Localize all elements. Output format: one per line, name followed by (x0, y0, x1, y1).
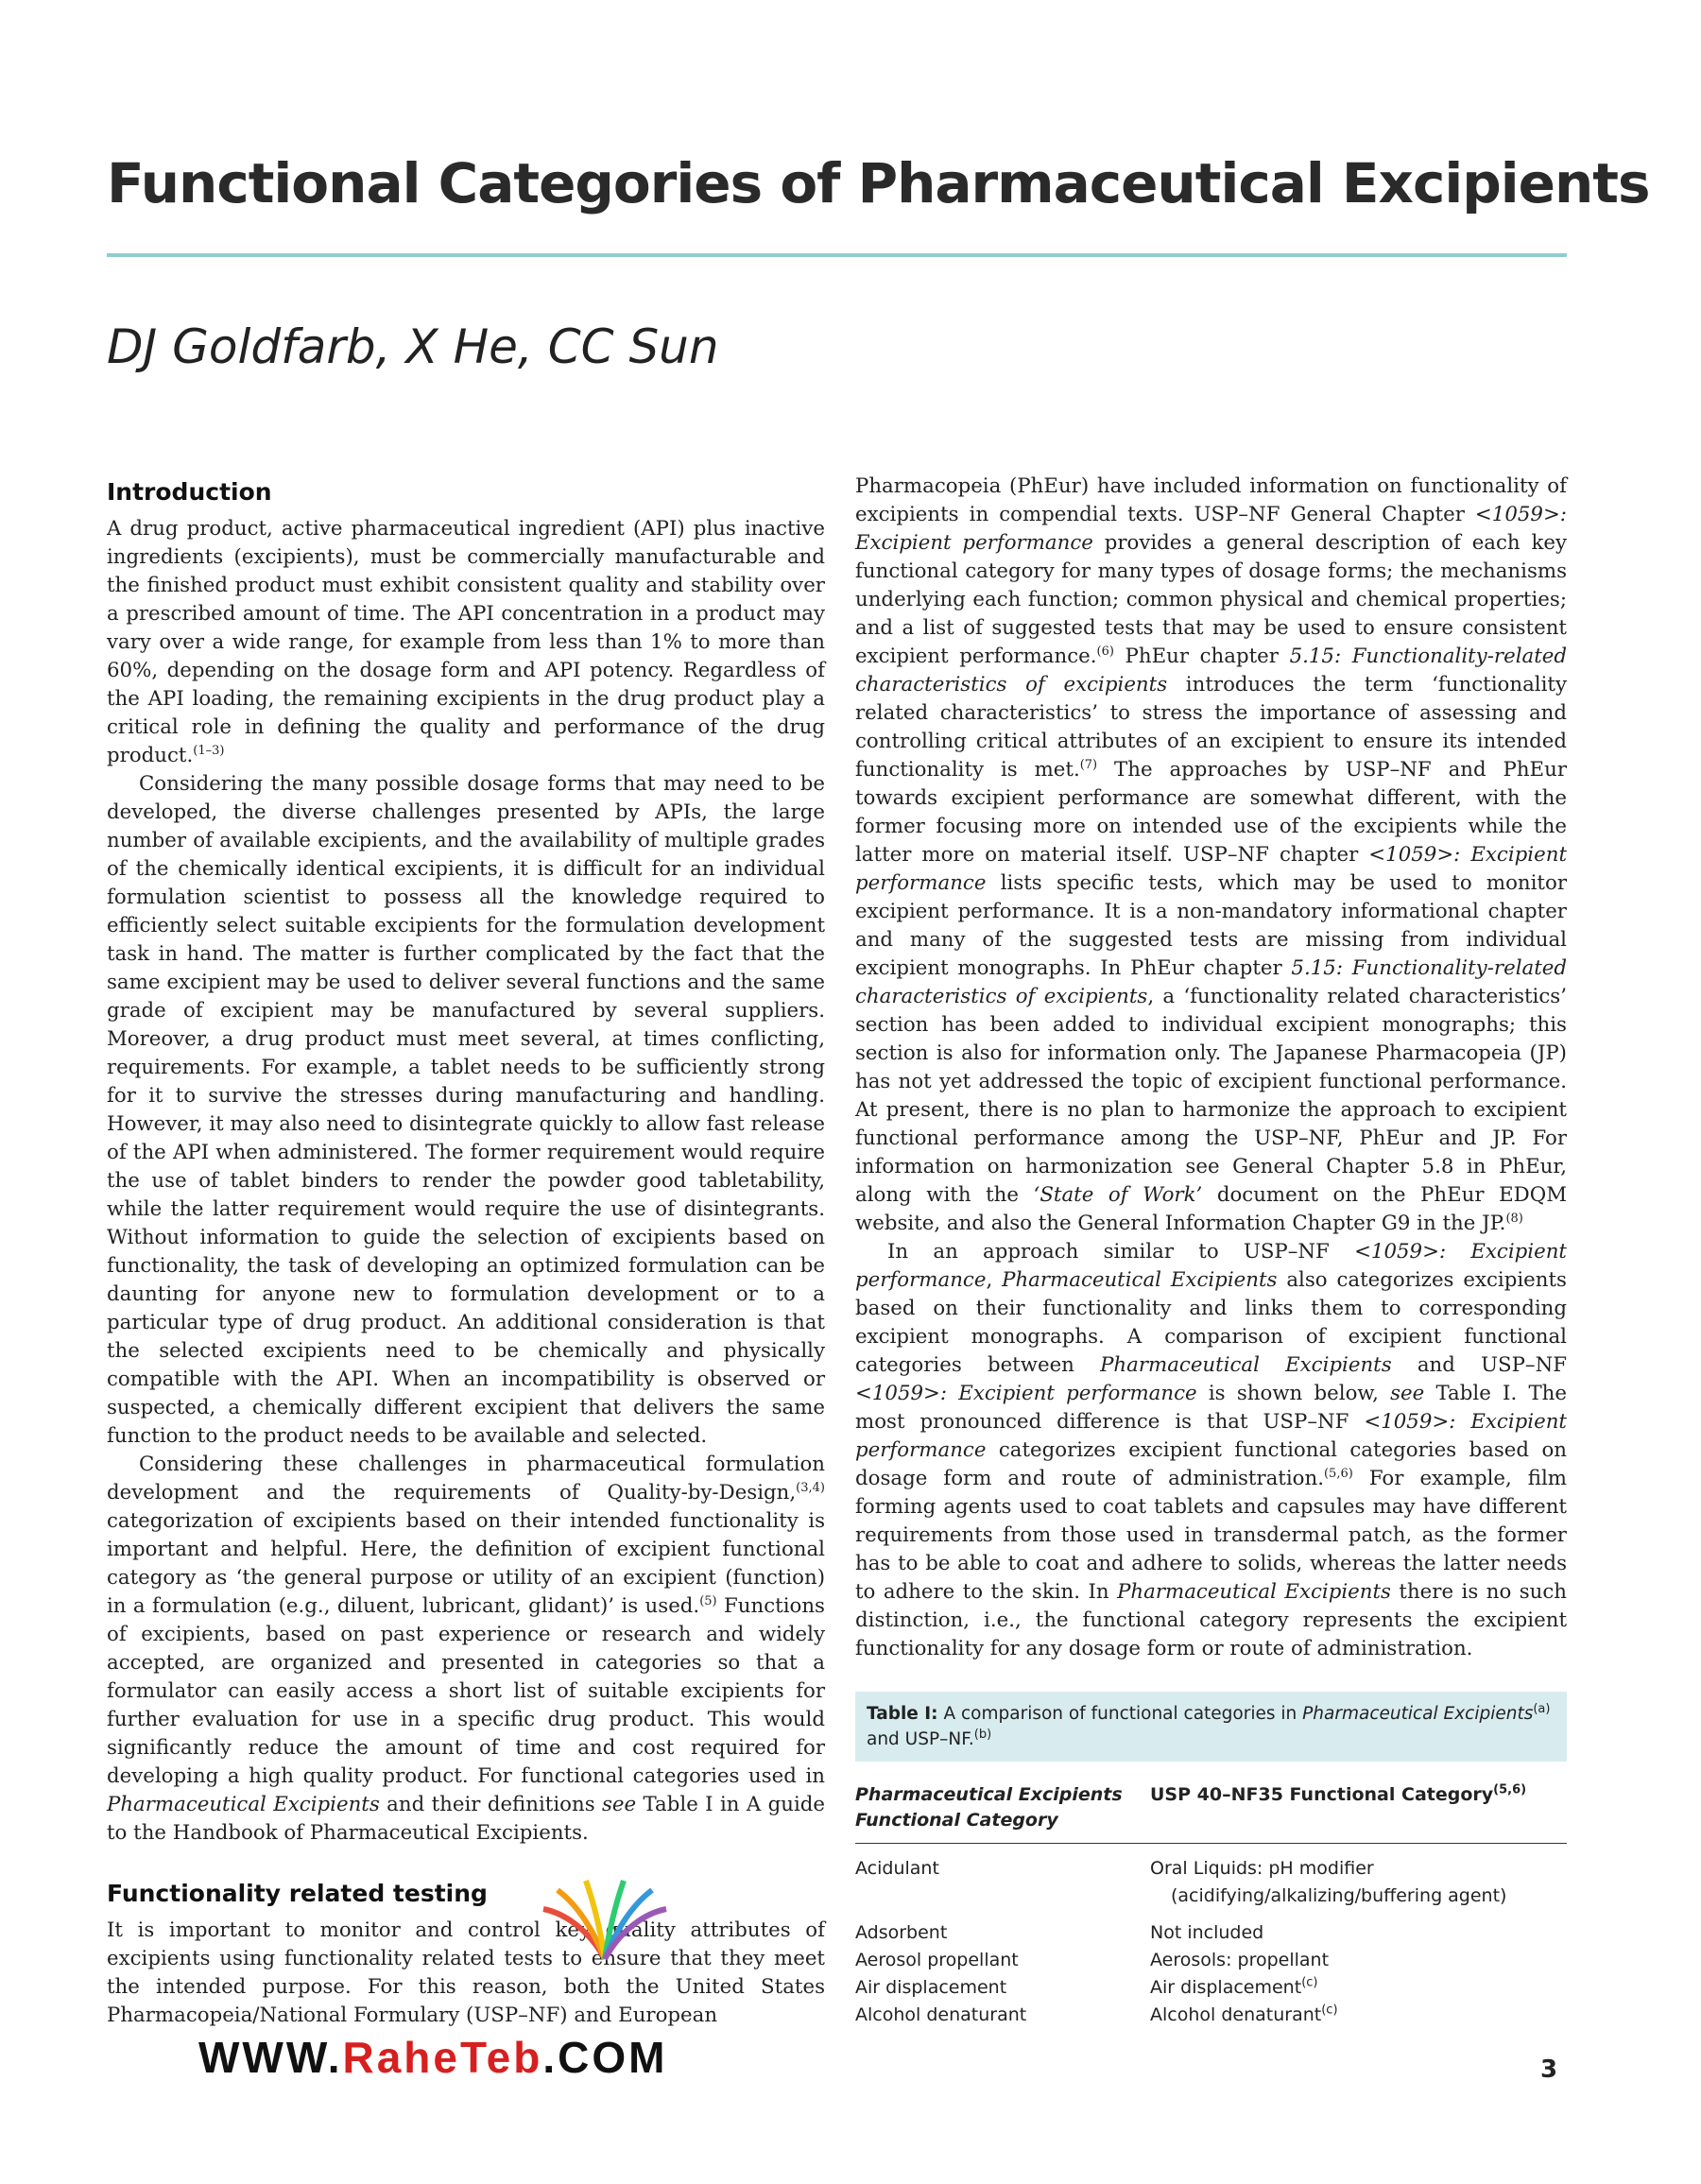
table-cell-usp: Aerosols: propellant (1150, 1950, 1330, 1970)
citation: (3,4) (796, 1480, 825, 1495)
citation: (7) (1079, 757, 1098, 772)
table-cell-usp: Not included (1150, 1922, 1264, 1943)
table-caption: Table I: A comparison of functional categories in Pharmaceutical Excipients$^{(a)}$ and USP–NF.$^{(b)}$ (855, 1692, 1567, 1762)
watermark-logo-icon (534, 1876, 676, 1961)
functionality-testing-paragraph: It is important to monitor and control key quality attributes of excipients using functionality related tests to ensure that they meet the intended purpose. For this reason, both the United States Pharmacopeia/National Formulary (USP–NF) and European (107, 1918, 825, 2027)
table-header-usp: USP 40–NF35 Functional Category$^{(5,6)}$ (1150, 1782, 1567, 1844)
table-cell-pe: Air displacement (855, 1977, 1007, 1998)
table-cell-usp: Alcohol denaturant$^{(c)}$ (1150, 2003, 1338, 2025)
table-row (855, 1947, 1567, 1974)
citation: (6) (1096, 644, 1114, 659)
comparison-table (855, 1782, 1567, 2029)
functionality-testing-heading: Functionality related testing (107, 1880, 488, 1907)
page-number: 3 (1540, 2055, 1558, 2084)
table-row (855, 1844, 1567, 1911)
intro-paragraph-1: A drug product, active pharmaceutical ingredient (API) plus inactive ingredients (excipients), must be commercially manufacturable and the finished product must exhibit consistent quality and stability over a prescribed amount of time. The API concentration in a product may vary over a wide range, for example from less than 1% to more than 60%, depending on the dosage form and API potency. Regardless of the API loading, the remaining excipients in the drug product play a critical role in defining the quality and performance of the drug product.$^{(1-3)}$ (107, 517, 825, 767)
table-cell-pe: Acidulant (855, 1858, 939, 1879)
page-title: Functional Categories of Pharmaceutical Excipients (107, 151, 1650, 215)
table-row (855, 1910, 1567, 1947)
citation: (5,6) (1323, 1466, 1353, 1481)
watermark-text: WWW.RaheTeb.COM (198, 2033, 668, 2082)
right-paragraph-2: In an approach similar to USP–NF <1059>: Excipient performance, Pharmaceutical Excipients also categorizes excipients based on their functionality and links them to corresponding excipient monographs. A comparison of excipient functional categories between Pharmaceutical Excipients and USP–NF <1059>: Excipient performance is shown below, see Table I. The most pronounced difference is that USP–NF <1059>: Excipient performance categorizes excipient functional categories based on dosage form and route of administration.$^{(5,6)}$ For example, film forming agents used to coat tablets and capsules may have different requirements from those used in transdermal patch, as the former has to be able to coat and adhere to solids, whereas the latter needs to adhere to the skin. In Pharmaceutical Excipients there is no such distinction, i.e., the functional category represents the excipient functionality for any dosage form or route of administration. (855, 1240, 1568, 1660)
table-cell-usp: Oral Liquids: pH modifier (acidifying/alkalizing/buffering agent) (1150, 1858, 1507, 1906)
right-paragraph-1: Pharmacopeia (PhEur) have included information on functionality of excipients in compendial texts. USP–NF General Chapter <1059>: Excipient performance provides a general description of each key functional category for many types of dosage forms; the mechanisms underlying each function; common physical and chemical properties; and a list of suggested tests that may be used to ensure consistent excipient performance.$^{(6)}$ PhEur chapter 5.15: Functionality-related characteristics of excipients introduces the term ‘functionality related characteristics’ to stress the importance of assessing and controlling critical attributes of an excipient to ensure its intended functionality is met.$^{(7)}$ The approaches by USP–NF and PhEur towards excipient performance are somewhat different, with the former focusing more on intended use of the excipients while the latter more on material itself. USP–NF chapter <1059>: Excipient performance lists specific tests, which may be used to monitor excipient performance. It is a non-mandatory informational chapter and many of the suggested tests are missing from individual excipient monographs. In PhEur chapter 5.15: Functionality-related characteristics of excipients, a ‘functionality related characteristics’ section has been added to individual excipient monographs; this section is also for information only. The Japanese Pharmacopeia (JP) has not yet addressed the topic of excipient functional performance. At present, there is no plan to harmonize the approach to excipient functional performance among the USP–NF, PhEur and JP. For information on harmonization see General Chapter 5.8 in PhEur, along with the ‘State of Work’ document on the PhEur EDQM website, and also the General Information Chapter G9 in the JP.$^{(8)}$ (855, 474, 1567, 1235)
citation: (1–3) (193, 743, 225, 758)
table-cell-pe: Alcohol denaturant (855, 2004, 1027, 2025)
intro-paragraph-3: Considering these challenges in pharmaceutical formulation development and the requirements of Quality-by-Design,$^{(3,4)}$ categorization of excipients based on their intended functionality is important and helpful. Here, the definition of excipient functional category as ‘the general purpose or utility of an excipient (function) in a formulation (e.g., diluent, lubricant, glidant)’ is used.$^{(5)}$ Functions of excipients, based on past experience or research and widely accepted, are organized and presented in categories so that a formulator can easily access a short list of suitable excipients for further evaluation for use in a specific drug product. This would significantly reduce the amount of time and cost required for developing a high quality product. For functional categories used in Pharmaceutical Excipients and their definitions see Table I in A guide to the Handbook of Pharmaceutical Excipients. (107, 1453, 825, 1845)
table-cell-usp: Air displacement$^{(c)}$ (1150, 1975, 1318, 1998)
table-header-pe: Pharmaceutical Excipients Functional Category (855, 1782, 1150, 1844)
citation: (5) (699, 1593, 717, 1608)
citation: (8) (1505, 1211, 1523, 1226)
intro-paragraph-2: Considering the many possible dosage forms that may need to be developed, the diverse challenges presented by APIs, the large number of available excipients, and the availability of multiple grades of the chemically identical excipients, it is difficult for an individual formulation scientist to possess all the knowledge required to efficiently select suitable excipients for the formulation development task in hand. The matter is further complicated by the fact that the same excipient may be used to deliver several functions and the same grade of excipient may be manufactured by several suppliers. Moreover, a drug product must meet several, at times conflicting, requirements. For example, a tablet needs to be sufficiently strong for it to survive the stresses during manufacturing and handling. However, it may also need to disintegrate quickly to allow fast release of the API when administered. The former requirement would require the use of tablet binders to render the powder good tabletability, while the latter requirement would require the use of disintegrants. Without information to guide the selection of excipients based on functionality, the task of developing an optimized formulation can be daunting for anyone new to formulation development or to a particular type of drug product. An additional consideration is that the selected excipients need to be chemically and physically compatible with the API. When an incompatibility is observed or suspected, a chemically different excipient that delivers the same function to the product needs to be available and selected. (107, 772, 825, 1448)
table-cell-pe: Aerosol propellant (855, 1950, 1019, 1970)
table-cell-pe: Adsorbent (855, 1922, 948, 1943)
table-row (855, 2002, 1567, 2029)
introduction-heading: Introduction (107, 478, 272, 506)
title-divider (107, 253, 1567, 257)
authors: DJ Goldfarb, X He, CC Sun (107, 319, 719, 374)
right-column (855, 473, 1567, 2029)
table-row (855, 1974, 1567, 2002)
left-column (107, 473, 825, 2030)
